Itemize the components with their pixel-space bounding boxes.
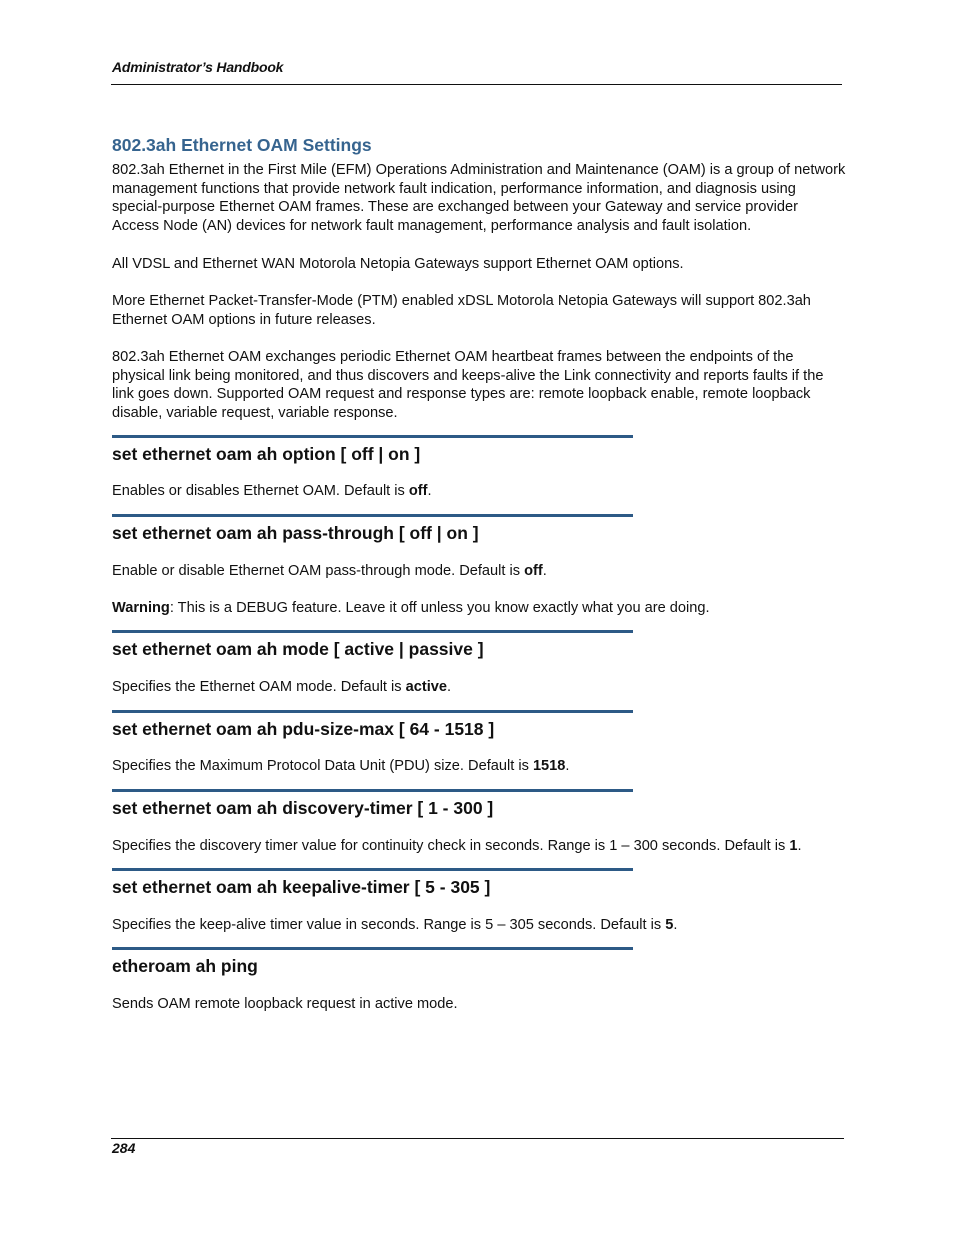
command-heading-mode: set ethernet oam ah mode [ active | passive ] (112, 639, 484, 659)
command-desc-keepalive-timer: Specifies the keep-alive timer value in seconds. Range is 5 – 305 seconds. Default is 5. (112, 917, 678, 933)
ptm-paragraph: More Ethernet Packet-Transfer-Mode (PTM) enabled xDSL Motorola Netopia Gateways will support 802.3ah Ethernet OAM options in future releases. (112, 293, 811, 328)
default-value: active (405, 679, 448, 695)
command-desc-mode: Specifies the Ethernet OAM mode. Default is active. (112, 679, 452, 695)
command-heading-ping: etheroam ah ping (112, 956, 258, 976)
command-divider (112, 710, 633, 713)
command-heading-option: set ethernet oam ah option [ off | on ] (112, 444, 421, 464)
command-divider (112, 630, 633, 633)
section-title: 802.3ah Ethernet OAM Settings (112, 135, 372, 155)
command-heading-pass-through: set ethernet oam ah pass-through [ off | on ] (112, 523, 479, 543)
command-divider (112, 947, 633, 950)
support-paragraph: All VDSL and Ethernet WAN Motorola Netopia Gateways support Ethernet OAM options. (112, 256, 684, 272)
running-header-title: Administrator’s Handbook (112, 59, 284, 75)
command-desc-discovery-timer: Specifies the discovery timer value for continuity check in seconds. Range is 1 – 300 seconds. Default is 1. (112, 838, 802, 854)
warning-note: Warning: This is a DEBUG feature. Leave it off unless you know exactly what you are doing. (112, 600, 710, 616)
default-value: 1518 (532, 758, 566, 774)
default-value: off (408, 483, 428, 499)
command-desc-pdu-size-max: Specifies the Maximum Protocol Data Unit (PDU) size. Default is 1518. (112, 758, 570, 774)
command-heading-discovery-timer: set ethernet oam ah discovery-timer [ 1 - 300 ] (112, 798, 494, 818)
command-desc-ping: Sends OAM remote loopback request in active mode. (112, 996, 458, 1012)
command-heading-pdu-size-max: set ethernet oam ah pdu-size-max [ 64 - 1518 ] (112, 719, 495, 739)
heartbeat-paragraph: 802.3ah Ethernet OAM exchanges periodic Ethernet OAM heartbeat frames between the endpoints of the physical link being monitored, and thus discovers and keeps-alive the Link connectivity and reports faults if the link goes down. Supported OAM request and response types are: remote loopback enable, remote loopback disable, variable request, variable response. (112, 349, 824, 422)
intro-paragraph: 802.3ah Ethernet in the First Mile (EFM) Operations Administration and Maintenance (OAM) is a group of network management functions that provide network fault indication, performance information, and diagnosis using special-purpose Ethernet OAM frames. These are exchanged between your Gateway and service provider Access Node (AN) devices for network fault management, performance analysis and fault isolation. (112, 162, 846, 235)
header-divider (111, 84, 842, 85)
command-heading-keepalive-timer: set ethernet oam ah keepalive-timer [ 5 - 305 ] (112, 877, 491, 897)
default-value: off (524, 563, 543, 579)
warning-label: Warning (112, 600, 170, 616)
command-divider (112, 435, 633, 438)
page-number: 284 (112, 1140, 136, 1156)
command-divider (112, 514, 633, 517)
command-desc-option: Enables or disables Ethernet OAM. Default is off. (112, 483, 432, 499)
command-divider (112, 789, 633, 792)
command-desc-pass-through: Enable or disable Ethernet OAM pass-through mode. Default is off. (112, 563, 547, 579)
default-value: 5 (665, 917, 674, 933)
command-divider (112, 868, 633, 871)
default-value: 1 (789, 838, 798, 854)
footer-divider (111, 1138, 844, 1139)
